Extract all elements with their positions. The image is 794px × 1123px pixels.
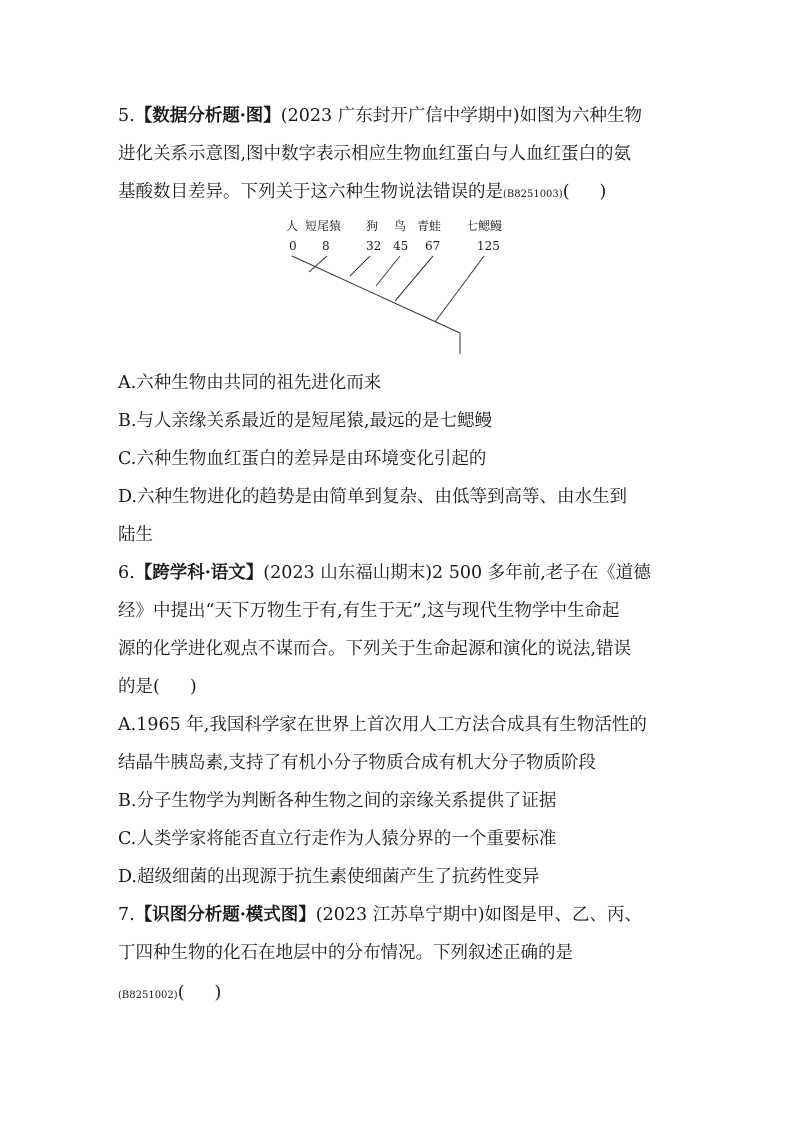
tree-branch [350, 256, 370, 276]
tree-diff-value: 0 [289, 239, 297, 253]
q6-line-4 [118, 675, 688, 699]
tree-species-label: 人 [286, 219, 299, 233]
tree-branch [376, 256, 400, 286]
q6-tag: 【跨学科·语文】 [134, 563, 264, 583]
tree-diff-value: 8 [322, 239, 330, 253]
evolution-tree-diagram [280, 214, 510, 356]
q6-paren-close: ) [189, 677, 197, 697]
q5-option-c: C.六种生物血红蛋白的差异是由环境变化引起的 [118, 449, 487, 469]
q6-option-a-line-1: A.1965 年,我国科学家在世界上首次用人工方法合成具有生物活性的 [118, 715, 647, 735]
q6-line-2: 经》中提出“天下万物生于有,有生于无”,这与现代生物学中生命起 [118, 601, 620, 621]
q5-line3-text: 基酸数目差异。下列关于这六种生物说法错误的是 [118, 182, 503, 202]
q5-option-d-line-2: 陆生 [118, 525, 153, 545]
q6-option-c: C.人类学家将能否直立行走作为人猿分界的一个重要标准 [118, 829, 557, 849]
tree-diff-value: 32 [366, 239, 382, 253]
q6-option-a-line-2: 结晶牛胰岛素,支持了有机小分子物质合成有机大分子物质阶段 [118, 753, 597, 773]
tree-branch [435, 256, 484, 322]
tree-species-label: 短尾猿 [305, 219, 342, 233]
q7-paren-close: ) [214, 983, 222, 1003]
tree-species-label: 青蛙 [417, 219, 442, 233]
q5-option-d-line-1: D.六种生物进化的趋势是由简单到复杂、由低等到高等、由水生到 [118, 487, 627, 507]
q5-paren-close: ) [599, 182, 607, 202]
q7-line1-text: (2023 江苏阜宁期中)如图是甲、乙、丙、 [315, 905, 643, 925]
tree-diff-value: 125 [477, 239, 500, 253]
q6-option-d: D.超级细菌的出现源于抗生素使细菌产生了抗药性变异 [118, 867, 540, 887]
tree-species-label: 狗 [366, 219, 379, 233]
tree-diff-value: 67 [425, 239, 441, 253]
q5-line-3 [118, 180, 688, 207]
tree-diff-value: 45 [393, 239, 409, 253]
q7-line-1 [118, 903, 688, 927]
q7-number: 7. [118, 905, 135, 925]
q5-line-1 [118, 104, 688, 128]
q5-tag: 【数据分析题·图】 [134, 106, 281, 126]
q6-line1-text: (2023 山东福山期末)2 500 多年前,老子在《道德 [263, 563, 651, 583]
q5-line-2: 进化关系示意图,图中数字表示相应生物血红蛋白与人血红蛋白的氨 [118, 144, 632, 164]
q5-option-b: B.与人亲缘关系最近的是短尾猿,最远的是七鳃鳗 [118, 411, 492, 431]
q7-line-3 [118, 981, 688, 1008]
q6-option-b: B.分子生物学为判断各种生物之间的亲缘关系提供了证据 [118, 791, 557, 811]
q7-paren-open: ( [177, 983, 185, 1003]
tree-branch [309, 256, 327, 272]
q5-option-a: A.六种生物由共同的祖先进化而来 [118, 373, 382, 393]
q5-number: 5. [118, 106, 135, 126]
q6-number: 6. [118, 563, 135, 583]
tree-species-label: 鸟 [394, 219, 407, 233]
q7-tag: 【识图分析题·模式图】 [134, 905, 316, 925]
q5-line1-text: (2023 广东封开广信中学期中)如图为六种生物 [280, 106, 643, 126]
tree-branch [395, 256, 433, 301]
q6-line-1 [118, 561, 688, 585]
q7-code: (B8251002) [118, 990, 178, 1001]
q6-line4-text: 的是( [118, 677, 160, 697]
q5-code: (B8251003) [503, 189, 563, 200]
q6-line-3: 源的化学进化观点不谋而合。下列关于生命起源和演化的说法,错误 [118, 639, 632, 659]
tree-species-label: 七鳃鳗 [466, 219, 503, 233]
q7-line-2: 丁四种生物的化石在地层中的分布情况。下列叙述正确的是 [118, 943, 573, 963]
q5-paren-open: ( [562, 182, 570, 202]
